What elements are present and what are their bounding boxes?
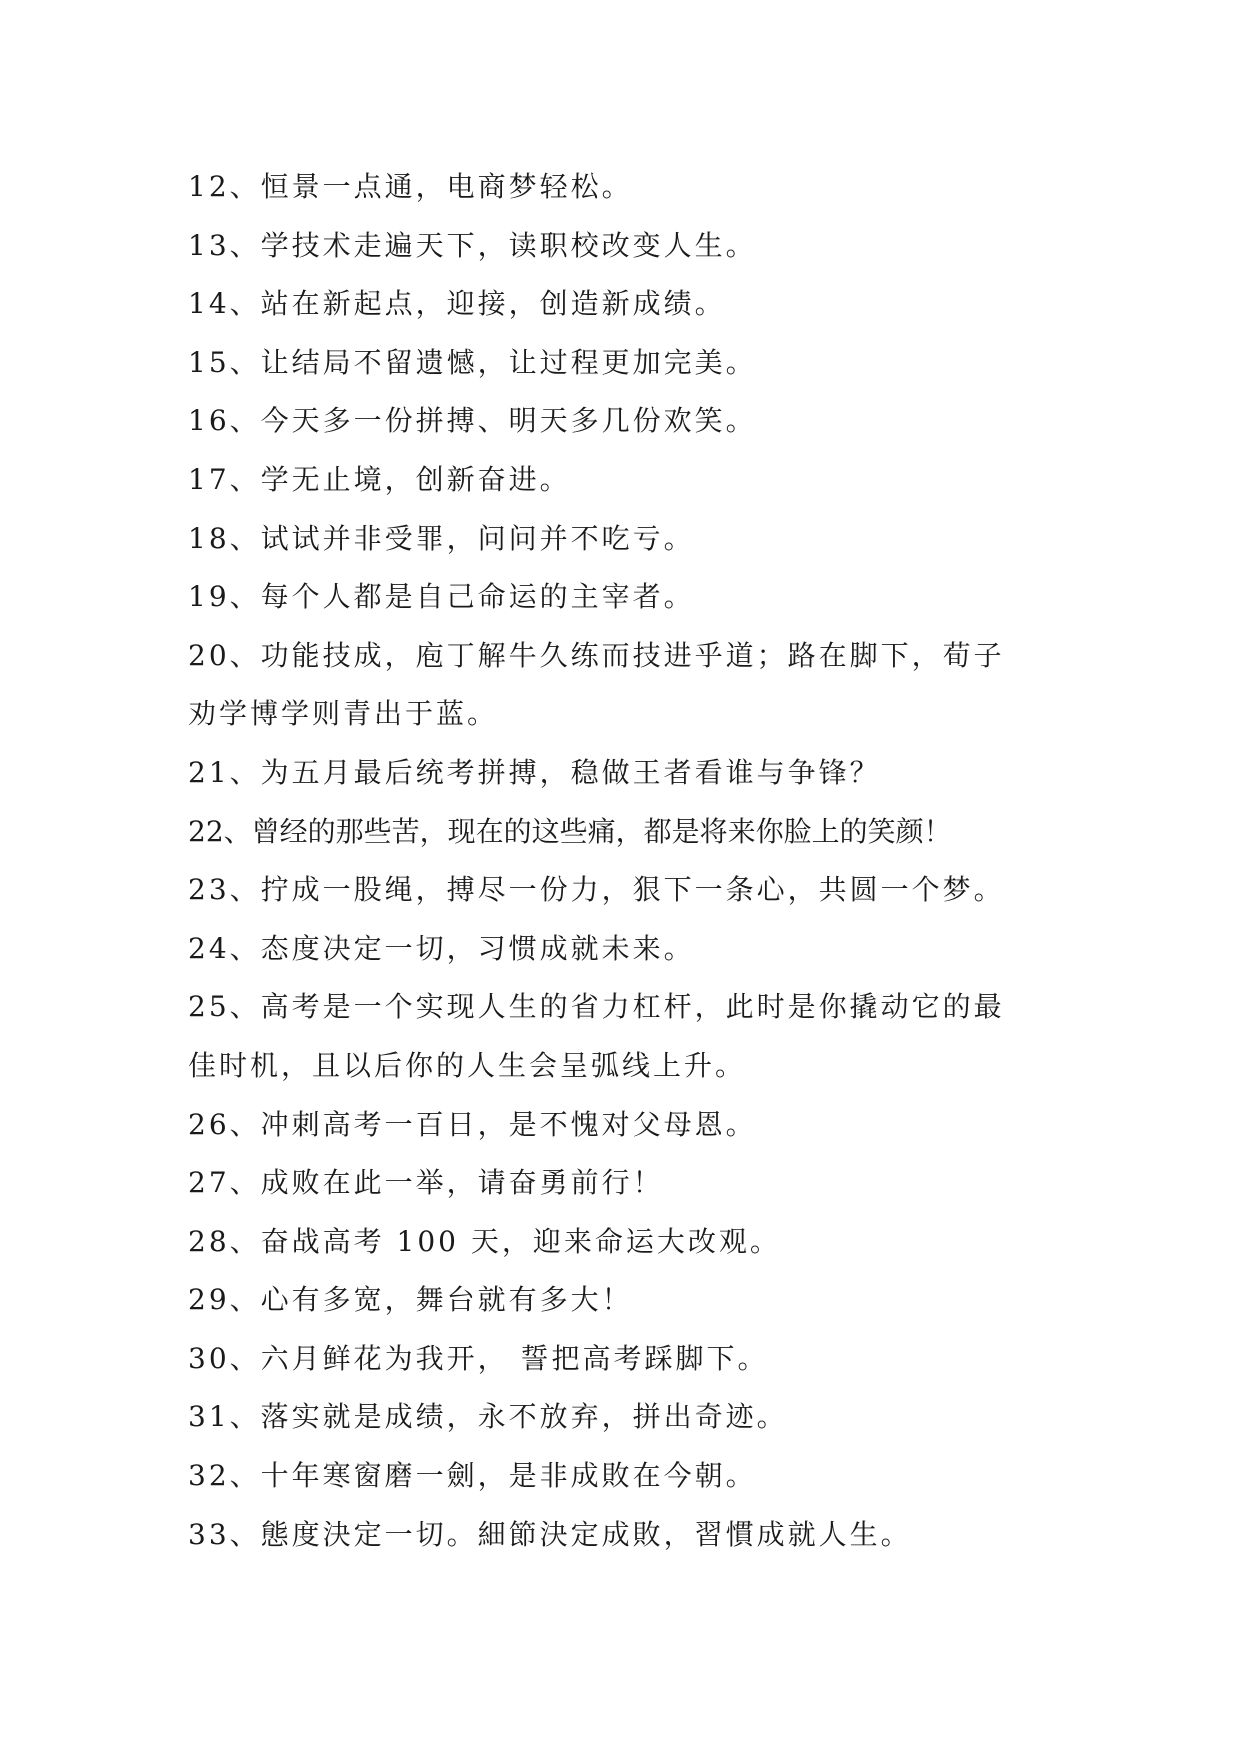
text-line: 16、今天多一份拼搏、明天多几份欢笑。 (188, 404, 757, 438)
text-line: 26、冲刺高考一百日，是不愧对父母恩。 (188, 1107, 757, 1141)
document-body (188, 158, 1088, 1564)
text-line: 31、落实就是成绩，永不放弃，拼出奇迹。 (188, 1400, 788, 1434)
text-line: 20、功能技成，庖丁解牛久练而技进乎道；路在脚下，荀子 (188, 638, 1005, 672)
text-line: 29、心有多宽，舞台就有多大！ (188, 1283, 633, 1317)
text-line: 30、六月鲜花为我开， 誓把高考踩脚下。 (188, 1341, 769, 1375)
text-line: 12、恒景一点通，电商梦轻松。 (188, 170, 633, 203)
text-line: 14、站在新起点，迎接，创造新成绩。 (188, 287, 726, 321)
text-line: 19、每个人都是自己命运的主宰者。 (188, 580, 695, 614)
text-line: 18、试试并非受罪，问问并不吃亏。 (188, 521, 695, 555)
text-line: 劝学博学则青出于蓝。 (188, 697, 499, 731)
text-line: 17、学无止境，创新奋进。 (188, 462, 571, 496)
text-line: 28、奋战高考 100 天，迎来命运大改观。 (188, 1224, 781, 1258)
text-line: 22、曾经的那些苦，现在的这些痛，都是将来你脸上的笑颜！ (188, 814, 952, 848)
text-line: 24、态度决定一切，习惯成就未来。 (188, 931, 695, 965)
text-line: 23、拧成一股绳，搏尽一份力，狠下一条心，共圆一个梦。 (188, 873, 1005, 907)
text-line: 13、学技术走遍天下，读职校改变人生。 (188, 228, 757, 262)
text-line: 27、成败在此一举，请奋勇前行！ (188, 1166, 664, 1200)
text-line: 25、高考是一个实现人生的省力杠杆，此时是你撬动它的最 (188, 990, 1005, 1024)
text-line: 21、为五月最后统考拼搏，稳做王者看谁与争锋？ (188, 755, 881, 789)
text-line: 33、態度決定一切。細節決定成敗，習慣成就人生。 (188, 1517, 912, 1551)
text-line: 32、十年寒窗磨一劍，是非成敗在今朝。 (188, 1459, 757, 1493)
text-line: 15、让结局不留遗憾，让过程更加完美。 (188, 345, 757, 379)
text-line: 佳时机，且以后你的人生会呈弧线上升。 (188, 1048, 747, 1082)
